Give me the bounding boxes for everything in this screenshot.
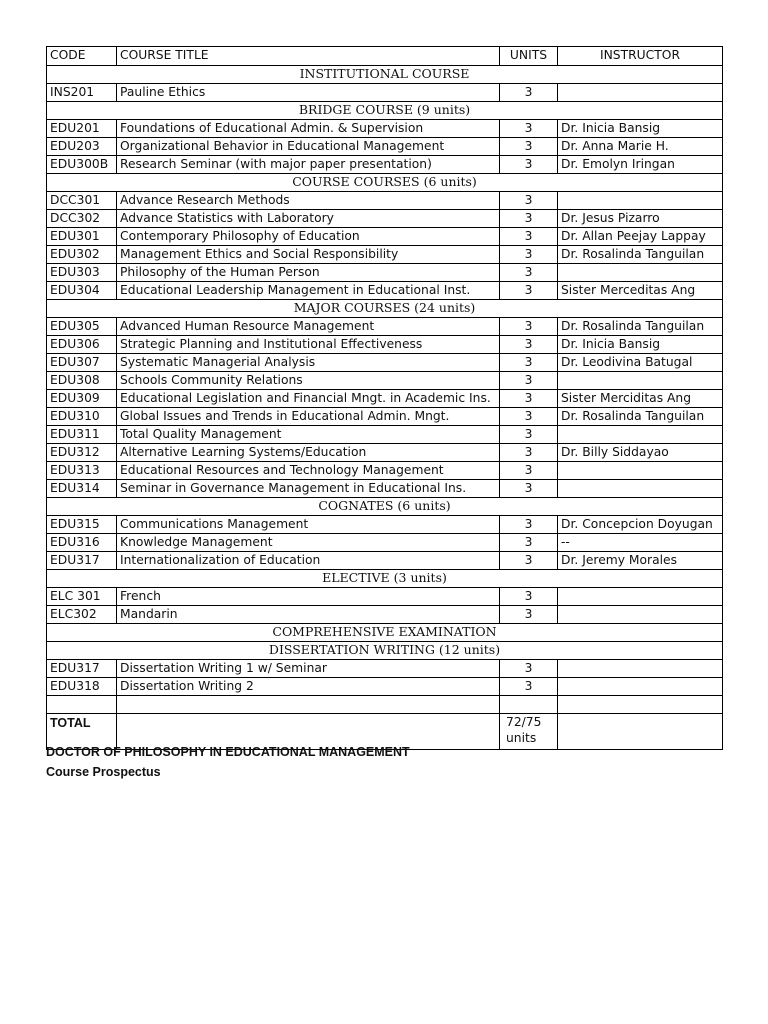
course-instructor: Dr. Anna Marie H. bbox=[558, 138, 723, 156]
course-code: EDU302 bbox=[47, 246, 117, 264]
total-units: 72/75 units bbox=[500, 714, 558, 750]
table-row bbox=[47, 156, 723, 174]
course-code: DCC301 bbox=[47, 192, 117, 210]
section-heading-row bbox=[47, 66, 723, 84]
course-units: 3 bbox=[500, 678, 558, 696]
course-instructor bbox=[558, 84, 723, 102]
section-heading-row bbox=[47, 624, 723, 642]
table-row bbox=[47, 408, 723, 426]
course-code: EDU311 bbox=[47, 426, 117, 444]
course-code: DCC302 bbox=[47, 210, 117, 228]
course-instructor bbox=[558, 660, 723, 678]
course-instructor: Dr. Inicia Bansig bbox=[558, 336, 723, 354]
course-title: Advance Research Methods bbox=[117, 192, 500, 210]
table-row bbox=[47, 534, 723, 552]
course-title: Research Seminar (with major paper presentation) bbox=[117, 156, 500, 174]
table-row bbox=[47, 264, 723, 282]
course-title: Dissertation Writing 1 w/ Seminar bbox=[117, 660, 500, 678]
course-instructor: Dr. Allan Peejay Lappay bbox=[558, 228, 723, 246]
course-title: Educational Resources and Technology Management bbox=[117, 462, 500, 480]
course-code: EDU315 bbox=[47, 516, 117, 534]
section-heading: DISSERTATION WRITING (12 units) bbox=[47, 642, 723, 660]
course-code: EDU309 bbox=[47, 390, 117, 408]
course-units: 3 bbox=[500, 354, 558, 372]
table-row bbox=[47, 120, 723, 138]
course-units: 3 bbox=[500, 246, 558, 264]
table-row bbox=[47, 696, 723, 714]
course-code: EDU304 bbox=[47, 282, 117, 300]
course-units: 3 bbox=[500, 588, 558, 606]
section-heading: ELECTIVE (3 units) bbox=[47, 570, 723, 588]
total-instructor-cell bbox=[558, 714, 723, 750]
course-title: Total Quality Management bbox=[117, 426, 500, 444]
course-title: Educational Leadership Management in Educational Inst. bbox=[117, 282, 500, 300]
section-heading-row bbox=[47, 642, 723, 660]
section-heading: MAJOR COURSES (24 units) bbox=[47, 300, 723, 318]
course-instructor: Dr. Jeremy Morales bbox=[558, 552, 723, 570]
course-title: Foundations of Educational Admin. & Supervision bbox=[117, 120, 500, 138]
table-row bbox=[47, 138, 723, 156]
course-code: EDU313 bbox=[47, 462, 117, 480]
section-heading-row bbox=[47, 300, 723, 318]
course-instructor: Sister Merciditas Ang bbox=[558, 390, 723, 408]
course-title: Schools Community Relations bbox=[117, 372, 500, 390]
course-units: 3 bbox=[500, 444, 558, 462]
course-title: Pauline Ethics bbox=[117, 84, 500, 102]
course-code: EDU310 bbox=[47, 408, 117, 426]
course-title: Communications Management bbox=[117, 516, 500, 534]
course-units: 3 bbox=[500, 552, 558, 570]
course-title: Advanced Human Resource Management bbox=[117, 318, 500, 336]
table-row bbox=[47, 246, 723, 264]
course-units: 3 bbox=[500, 264, 558, 282]
course-units: 3 bbox=[500, 426, 558, 444]
course-code: EDU312 bbox=[47, 444, 117, 462]
column-header-units: UNITS bbox=[500, 47, 558, 66]
course-code: INS201 bbox=[47, 84, 117, 102]
course-units: 3 bbox=[500, 480, 558, 498]
course-instructor bbox=[558, 192, 723, 210]
document-subtitle: Course Prospectus bbox=[46, 765, 161, 779]
table-row bbox=[47, 84, 723, 102]
course-code: EDU303 bbox=[47, 264, 117, 282]
table-row bbox=[47, 606, 723, 624]
table-row bbox=[47, 660, 723, 678]
course-units: 3 bbox=[500, 84, 558, 102]
course-instructor: Dr. Rosalinda Tanguilan bbox=[558, 246, 723, 264]
table-row bbox=[47, 336, 723, 354]
course-instructor: Dr. Inicia Bansig bbox=[558, 120, 723, 138]
course-title bbox=[117, 696, 500, 714]
course-units: 3 bbox=[500, 120, 558, 138]
course-instructor bbox=[558, 678, 723, 696]
course-instructor bbox=[558, 372, 723, 390]
course-code: EDU318 bbox=[47, 678, 117, 696]
course-title: Knowledge Management bbox=[117, 534, 500, 552]
course-code: EDU317 bbox=[47, 552, 117, 570]
column-header-instructor: INSTRUCTOR bbox=[558, 47, 723, 66]
course-units: 3 bbox=[500, 336, 558, 354]
course-units: 3 bbox=[500, 408, 558, 426]
section-heading-row bbox=[47, 498, 723, 516]
course-instructor bbox=[558, 426, 723, 444]
table-header-row bbox=[47, 47, 723, 66]
table-row bbox=[47, 228, 723, 246]
course-units: 3 bbox=[500, 534, 558, 552]
section-heading: BRIDGE COURSE (9 units) bbox=[47, 102, 723, 120]
course-units: 3 bbox=[500, 462, 558, 480]
course-title: Systematic Managerial Analysis bbox=[117, 354, 500, 372]
table-row bbox=[47, 552, 723, 570]
course-instructor: Dr. Concepcion Doyugan bbox=[558, 516, 723, 534]
course-code: ELC 301 bbox=[47, 588, 117, 606]
course-code: EDU305 bbox=[47, 318, 117, 336]
course-code: ELC302 bbox=[47, 606, 117, 624]
course-title: Contemporary Philosophy of Education bbox=[117, 228, 500, 246]
course-units: 3 bbox=[500, 138, 558, 156]
course-code: EDU300B bbox=[47, 156, 117, 174]
section-heading: COURSE COURSES (6 units) bbox=[47, 174, 723, 192]
course-instructor: Dr. Emolyn Iringan bbox=[558, 156, 723, 174]
course-title: Organizational Behavior in Educational Management bbox=[117, 138, 500, 156]
course-instructor bbox=[558, 480, 723, 498]
course-code: EDU314 bbox=[47, 480, 117, 498]
table-row bbox=[47, 426, 723, 444]
table-row bbox=[47, 318, 723, 336]
section-heading-row bbox=[47, 174, 723, 192]
course-units: 3 bbox=[500, 156, 558, 174]
course-title: Management Ethics and Social Responsibility bbox=[117, 246, 500, 264]
course-instructor bbox=[558, 696, 723, 714]
course-instructor: Dr. Rosalinda Tanguilan bbox=[558, 318, 723, 336]
course-title: French bbox=[117, 588, 500, 606]
course-units: 3 bbox=[500, 192, 558, 210]
course-units bbox=[500, 696, 558, 714]
table-row bbox=[47, 678, 723, 696]
course-units: 3 bbox=[500, 318, 558, 336]
course-instructor: -- bbox=[558, 534, 723, 552]
course-title: Seminar in Governance Management in Educational Ins. bbox=[117, 480, 500, 498]
section-heading: COMPREHENSIVE EXAMINATION bbox=[47, 624, 723, 642]
course-title: Advance Statistics with Laboratory bbox=[117, 210, 500, 228]
course-title: Global Issues and Trends in Educational Admin. Mngt. bbox=[117, 408, 500, 426]
course-instructor: Dr. Rosalinda Tanguilan bbox=[558, 408, 723, 426]
table-row bbox=[47, 282, 723, 300]
course-units: 3 bbox=[500, 282, 558, 300]
column-header-course-title: COURSE TITLE bbox=[117, 47, 500, 66]
course-code: EDU308 bbox=[47, 372, 117, 390]
section-heading: COGNATES (6 units) bbox=[47, 498, 723, 516]
course-code bbox=[47, 696, 117, 714]
course-units: 3 bbox=[500, 210, 558, 228]
table-row bbox=[47, 462, 723, 480]
course-code: EDU306 bbox=[47, 336, 117, 354]
course-title: Internationalization of Education bbox=[117, 552, 500, 570]
table-row bbox=[47, 390, 723, 408]
course-instructor bbox=[558, 588, 723, 606]
document-title: DOCTOR OF PHILOSOPHY IN EDUCATIONAL MANAGEMENT bbox=[46, 745, 410, 759]
course-instructor: Sister Merceditas Ang bbox=[558, 282, 723, 300]
course-title: Alternative Learning Systems/Education bbox=[117, 444, 500, 462]
course-units: 3 bbox=[500, 372, 558, 390]
table-row bbox=[47, 444, 723, 462]
course-instructor bbox=[558, 264, 723, 282]
course-code: EDU316 bbox=[47, 534, 117, 552]
course-instructor: Dr. Jesus Pizarro bbox=[558, 210, 723, 228]
section-heading-row bbox=[47, 570, 723, 588]
course-units: 3 bbox=[500, 228, 558, 246]
table-body bbox=[47, 66, 723, 714]
course-instructor bbox=[558, 462, 723, 480]
table-row bbox=[47, 372, 723, 390]
total-label: TOTAL bbox=[47, 714, 117, 750]
section-heading-row bbox=[47, 102, 723, 120]
course-code: EDU307 bbox=[47, 354, 117, 372]
course-units: 3 bbox=[500, 390, 558, 408]
course-code: EDU317 bbox=[47, 660, 117, 678]
course-units: 3 bbox=[500, 606, 558, 624]
table-row bbox=[47, 480, 723, 498]
course-code: EDU201 bbox=[47, 120, 117, 138]
course-units: 3 bbox=[500, 516, 558, 534]
course-instructor: Dr. Billy Siddayao bbox=[558, 444, 723, 462]
table-row bbox=[47, 588, 723, 606]
course-instructor bbox=[558, 606, 723, 624]
table-row bbox=[47, 210, 723, 228]
course-title: Educational Legislation and Financial Mngt. in Academic Ins. bbox=[117, 390, 500, 408]
course-title: Mandarin bbox=[117, 606, 500, 624]
column-header-code: CODE bbox=[47, 47, 117, 66]
course-title: Dissertation Writing 2 bbox=[117, 678, 500, 696]
table-row bbox=[47, 354, 723, 372]
course-title: Philosophy of the Human Person bbox=[117, 264, 500, 282]
course-instructor: Dr. Leodivina Batugal bbox=[558, 354, 723, 372]
course-code: EDU203 bbox=[47, 138, 117, 156]
table-row bbox=[47, 516, 723, 534]
course-code: EDU301 bbox=[47, 228, 117, 246]
course-prospectus-table bbox=[46, 46, 723, 750]
course-title: Strategic Planning and Institutional Effectiveness bbox=[117, 336, 500, 354]
course-units: 3 bbox=[500, 660, 558, 678]
section-heading: INSTITUTIONAL COURSE bbox=[47, 66, 723, 84]
table-row bbox=[47, 192, 723, 210]
